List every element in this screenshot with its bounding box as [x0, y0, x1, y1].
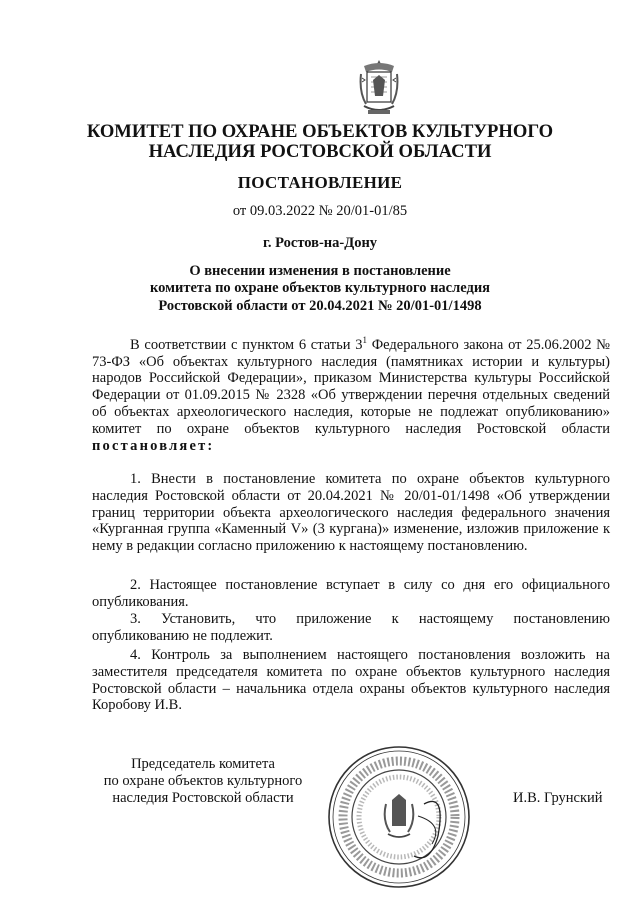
signatory-title-line1: Председатель комитета — [131, 756, 275, 772]
list-item — [92, 611, 610, 645]
list-item — [92, 577, 610, 611]
document-city: г. Ростов-на-Дону — [262, 235, 378, 251]
signatory-title-line3: наследия Ростовской области — [112, 790, 294, 806]
document-date-number: от 09.03.2022 № 20/01-01/85 — [232, 203, 408, 219]
committee-header — [0, 122, 640, 162]
preamble-text-1: В соответствии с пунктом 6 статьи 3 — [130, 336, 363, 353]
article-superscript: 1 — [362, 335, 367, 345]
preamble-text-2: Федерального закона от 25.06.2002 № 73-ФЗ «Об объектах культурного наследия (памятниках истории и культуры) народов Российской Федерации», приказом Министерства культуры Российской Федерации от 01.09.2015 № 2328 «Об утверждении перечня отдельных сведений об объектах археологического наследия, которые не подлежат опубликованию» комитет по охране объектов культурного наследия Ростовской области — [92, 336, 610, 437]
item-4-text: 4. Контроль за выполнением настоящего постановления возложить на заместителя председателя комитета по охране объектов культурного наследия Ростовской области – начальника отдела охраны объектов культурного наследия Коробову И.В. — [92, 647, 610, 714]
decree-word: постановляет: — [92, 437, 215, 454]
subject-line3: Ростовской области от 20.04.2021 № 20/01-01/1498 — [158, 297, 482, 314]
document-type: ПОСТАНОВЛЕНИЕ — [237, 173, 403, 192]
subject-line1: О внесении изменения в постановление — [189, 263, 451, 279]
signatory-title — [88, 756, 318, 807]
official-stamp-icon — [326, 744, 472, 890]
rostov-region-coat-of-arms-icon — [358, 58, 400, 120]
item-2-text: 2. Настоящее постановление вступает в силу со дня его официального опубликования. — [92, 577, 610, 610]
signatory-name: И.В. Грунский — [513, 790, 603, 806]
committee-header-line2: НАСЛЕДИЯ РОСТОВСКОЙ ОБЛАСТИ — [148, 141, 492, 162]
preamble-paragraph — [92, 332, 610, 454]
committee-header-line1: КОМИТЕТ ПО ОХРАНЕ ОБЪЕКТОВ КУЛЬТУРНОГО — [86, 121, 554, 142]
signatory-title-line2: по охране объектов культурного — [103, 773, 303, 789]
document-subject — [0, 263, 640, 315]
list-item — [92, 647, 610, 714]
subject-line2: комитета по охране объектов культурного наследия — [149, 280, 491, 297]
item-1-text: 1. Внести в постановление комитета по охране объектов культурного наследия Ростовской области от 20.04.2021 № 20/01-01/1498 «Об утверждении границ территории объекта археологического наследия федерального значения «Курганная группа «Каменный V» (3 кургана)» изменение, изложив приложение к нему в редакции согласно приложению к настоящему постановлению. — [92, 471, 610, 555]
item-3-text: 3. Установить, что приложение к настоящему постановлению опубликованию не подлежит. — [92, 611, 610, 644]
list-item — [92, 471, 610, 555]
